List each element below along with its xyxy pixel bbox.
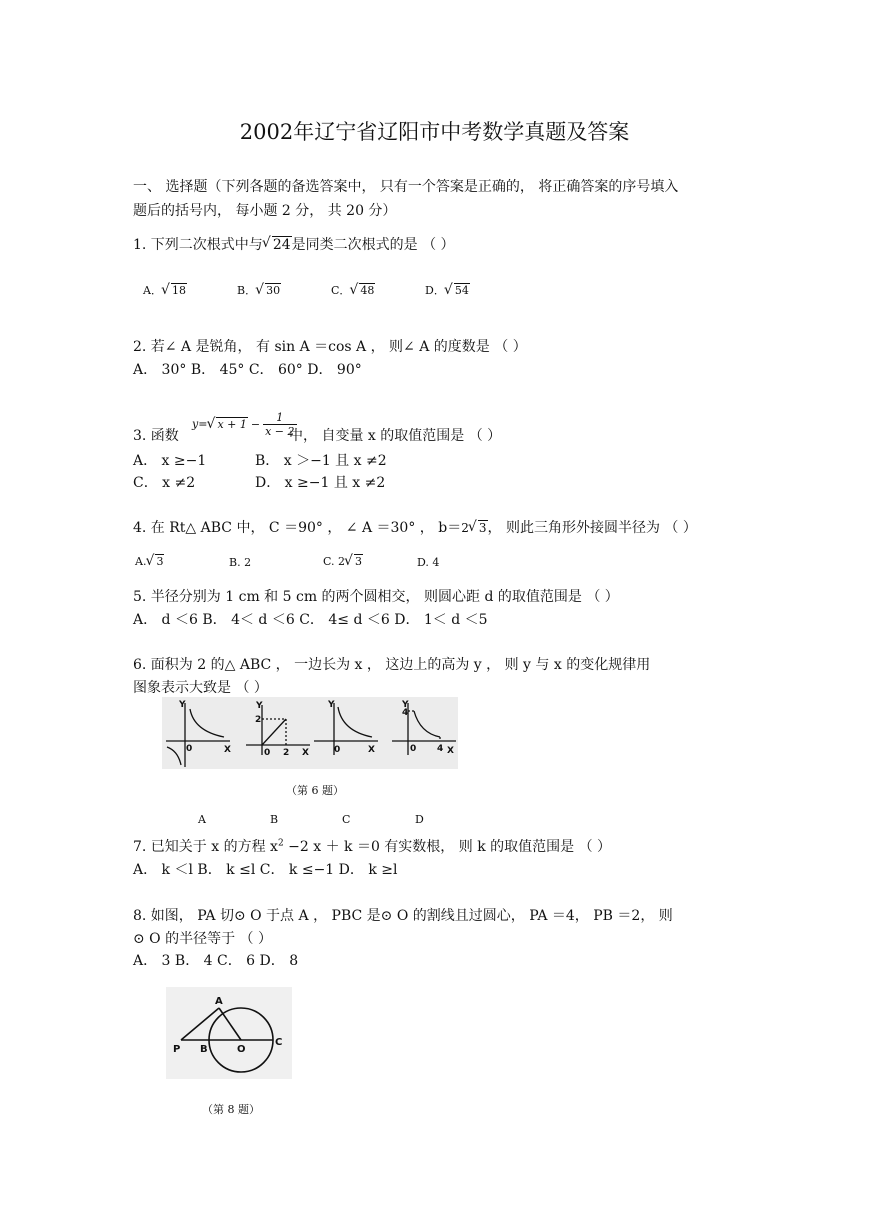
- q1-option-b-label: B．: [237, 284, 257, 297]
- question-5-options: A． d ＜6 B． 4＜ d ＜6 C． 4≤ d ＜6 D． 1＜ d ＜5: [133, 612, 488, 628]
- figure-6-caption: （第 6 题）: [286, 784, 344, 797]
- q1-radicand: 24: [272, 237, 291, 253]
- q4-option-a-label: A.: [135, 555, 147, 568]
- q3-func-minus: −: [250, 417, 261, 431]
- q4-b-coef: 2: [461, 521, 469, 535]
- q7-exponent: 2: [277, 838, 284, 849]
- graph-c-x-label: X: [368, 745, 375, 755]
- q3-stem-post: 中， 自变量 x 的取值范围是 （ ）: [289, 428, 502, 444]
- graph-a-origin: 0: [186, 744, 193, 754]
- q3-option-d: D． x ≥−1 且 x ≠2: [255, 475, 386, 491]
- question-8-stem-line1: 8. 如图， PA 切⊙ O 于点 A ， PBC 是⊙ O 的割线且过圆心， PA ＝4， PB ＝2， 则: [133, 908, 673, 924]
- figure-6-svg: [162, 697, 458, 769]
- q1-option-d-radicand: 54: [454, 284, 469, 297]
- graph-b-y-label: Y: [256, 701, 263, 711]
- point-o-label: O: [237, 1044, 246, 1055]
- section-instructions-line2: 题后的括号内， 每小题 2 分， 共 20 分）: [133, 203, 397, 219]
- figure-8-circle: [166, 987, 292, 1079]
- q1-option-c-label: C．: [331, 284, 351, 297]
- q4-b-radicand: 3: [478, 521, 487, 535]
- sqrt-symbol-icon: [345, 555, 363, 568]
- point-b-label: B: [200, 1044, 208, 1055]
- graph-b-x-tick: 2: [283, 748, 290, 758]
- q7-stem-post: −2 x ＋ k ＝0 有实数根， 则 k 的取值范围是 （ ）: [283, 839, 612, 855]
- sqrt-symbol-icon: [146, 555, 164, 568]
- q1-option-d: [425, 282, 470, 298]
- graph-a: [166, 703, 230, 767]
- q3-frac-num: 1: [263, 411, 296, 425]
- graph-label-b: B: [270, 813, 279, 826]
- point-a-label: A: [215, 996, 223, 1007]
- point-c-label: C: [275, 1037, 283, 1048]
- question-6-stem-line1: 6. 面积为 2 的△ ABC ， 一边长为 x ， 这边上的高为 y ， 则 y 与 x 的变化规律用: [133, 657, 651, 673]
- graph-d-x-label: X: [447, 746, 454, 756]
- graph-d-y-tick: 4: [402, 708, 409, 718]
- q1-option-a: [143, 282, 187, 298]
- point-p-label: P: [173, 1044, 181, 1055]
- question-2-stem: 2. 若∠ A 是锐角， 有 sin A ＝cos A ， 则∠ A 的度数是 （ ）: [133, 339, 527, 355]
- sqrt-symbol-icon: [207, 418, 247, 431]
- q1-stem-post: 是同类二次根式的是 （ ）: [291, 237, 455, 253]
- question-8-stem-line2: ⊙ O 的半径等于 （ ）: [133, 931, 273, 947]
- sqrt-symbol-icon: [263, 237, 292, 253]
- q1-option-b-radicand: 30: [266, 284, 281, 297]
- question-6-stem-line2: 图象表示大致是 （ ）: [133, 680, 268, 696]
- q3-frac-den: x − 2: [265, 425, 295, 438]
- graph-b-x-label: X: [302, 748, 309, 758]
- graph-d-origin: 0: [410, 744, 417, 754]
- graph-a-y-label: Y: [179, 700, 186, 710]
- question-5-stem: 5. 半径分别为 1 cm 和 5 cm 的两个圆相交， 则圆心距 d 的取值范围是 （ ）: [133, 589, 619, 605]
- graph-label-d: D: [415, 813, 424, 826]
- q3-func-radicand: x + 1: [217, 417, 247, 431]
- q3-option-c: C． x ≠2: [133, 475, 196, 491]
- question-7-stem: [133, 836, 611, 856]
- graph-c-origin: 0: [334, 745, 341, 755]
- graph-label-a: A: [198, 813, 206, 826]
- page-title: 2002年辽宁省辽阳市中考数学真题及答案: [239, 120, 630, 144]
- graph-d-x-tick: 4: [437, 744, 444, 754]
- sqrt-symbol-icon: [162, 284, 187, 297]
- q4-stem-post: ， 则此三角形外接圆半径为 （ ）: [487, 520, 697, 536]
- q1-option-d-label: D．: [425, 284, 445, 297]
- q1-option-c: [331, 282, 375, 298]
- sqrt-symbol-icon: [469, 521, 488, 535]
- q4-option-c-radicand: 3: [355, 555, 363, 568]
- q1-option-c-radicand: 48: [360, 284, 375, 297]
- graph-label-c: C: [342, 813, 351, 826]
- q4-option-b: B. 2: [229, 556, 252, 569]
- q3-option-a: A． x ≥−1: [133, 453, 207, 469]
- q4-option-c: [323, 555, 363, 568]
- q1-option-a-radicand: 18: [171, 284, 186, 297]
- figure-8-svg: [166, 987, 292, 1079]
- sqrt-symbol-icon: [445, 284, 470, 297]
- graph-a-x-label: X: [224, 745, 231, 755]
- figure-6-graphs: [162, 697, 458, 769]
- question-1-stem: [133, 234, 455, 254]
- question-4-stem: [133, 517, 697, 537]
- q4-option-a-radicand: 3: [156, 555, 164, 568]
- q4-option-c-label: C. 2: [323, 555, 346, 568]
- q3-function: [192, 411, 297, 438]
- q1-option-b: [237, 282, 281, 298]
- q4-stem-pre: 4. 在 Rt△ ABC 中， C ＝90° ， ∠ A ＝30° ， b＝: [133, 520, 462, 536]
- q3-stem-pre: 3. 函数: [133, 428, 179, 444]
- question-2-options: A． 30° B． 45° C． 60° D． 90°: [133, 362, 362, 378]
- graph-b-origin: 0: [264, 748, 271, 758]
- section-instructions-line1: 一、 选择题（下列各题的备选答案中， 只有一个答案是正确的， 将正确答案的序号填入: [133, 179, 679, 195]
- graph-b-y-tick: 2: [255, 715, 262, 725]
- q3-option-b: B． x ＞−1 且 x ≠2: [255, 453, 387, 469]
- q4-option-d: D. 4: [417, 556, 440, 569]
- figure-8-caption: （第 8 题）: [202, 1103, 260, 1116]
- sqrt-symbol-icon: [350, 284, 375, 297]
- q1-option-a-label: A．: [143, 284, 162, 297]
- radius-oa: [219, 1008, 241, 1040]
- q4-option-a: [135, 555, 164, 568]
- sqrt-symbol-icon: [256, 284, 281, 297]
- question-8-options: A． 3 B． 4 C． 6 D． 8: [133, 953, 299, 969]
- graph-c-y-label: Y: [328, 700, 335, 710]
- q1-stem-pre: 1. 下列二次根式中与: [133, 237, 263, 253]
- question-7-options: A． k ＜l B． k ≤l C． k ≤−1 D． k ≥l: [133, 862, 398, 878]
- graph-b: [246, 705, 310, 755]
- graph-d-y-label: Y: [402, 700, 409, 710]
- q3-func-y: y=: [192, 417, 208, 431]
- q7-stem-pre: 7. 已知关于 x 的方程 x: [133, 839, 278, 855]
